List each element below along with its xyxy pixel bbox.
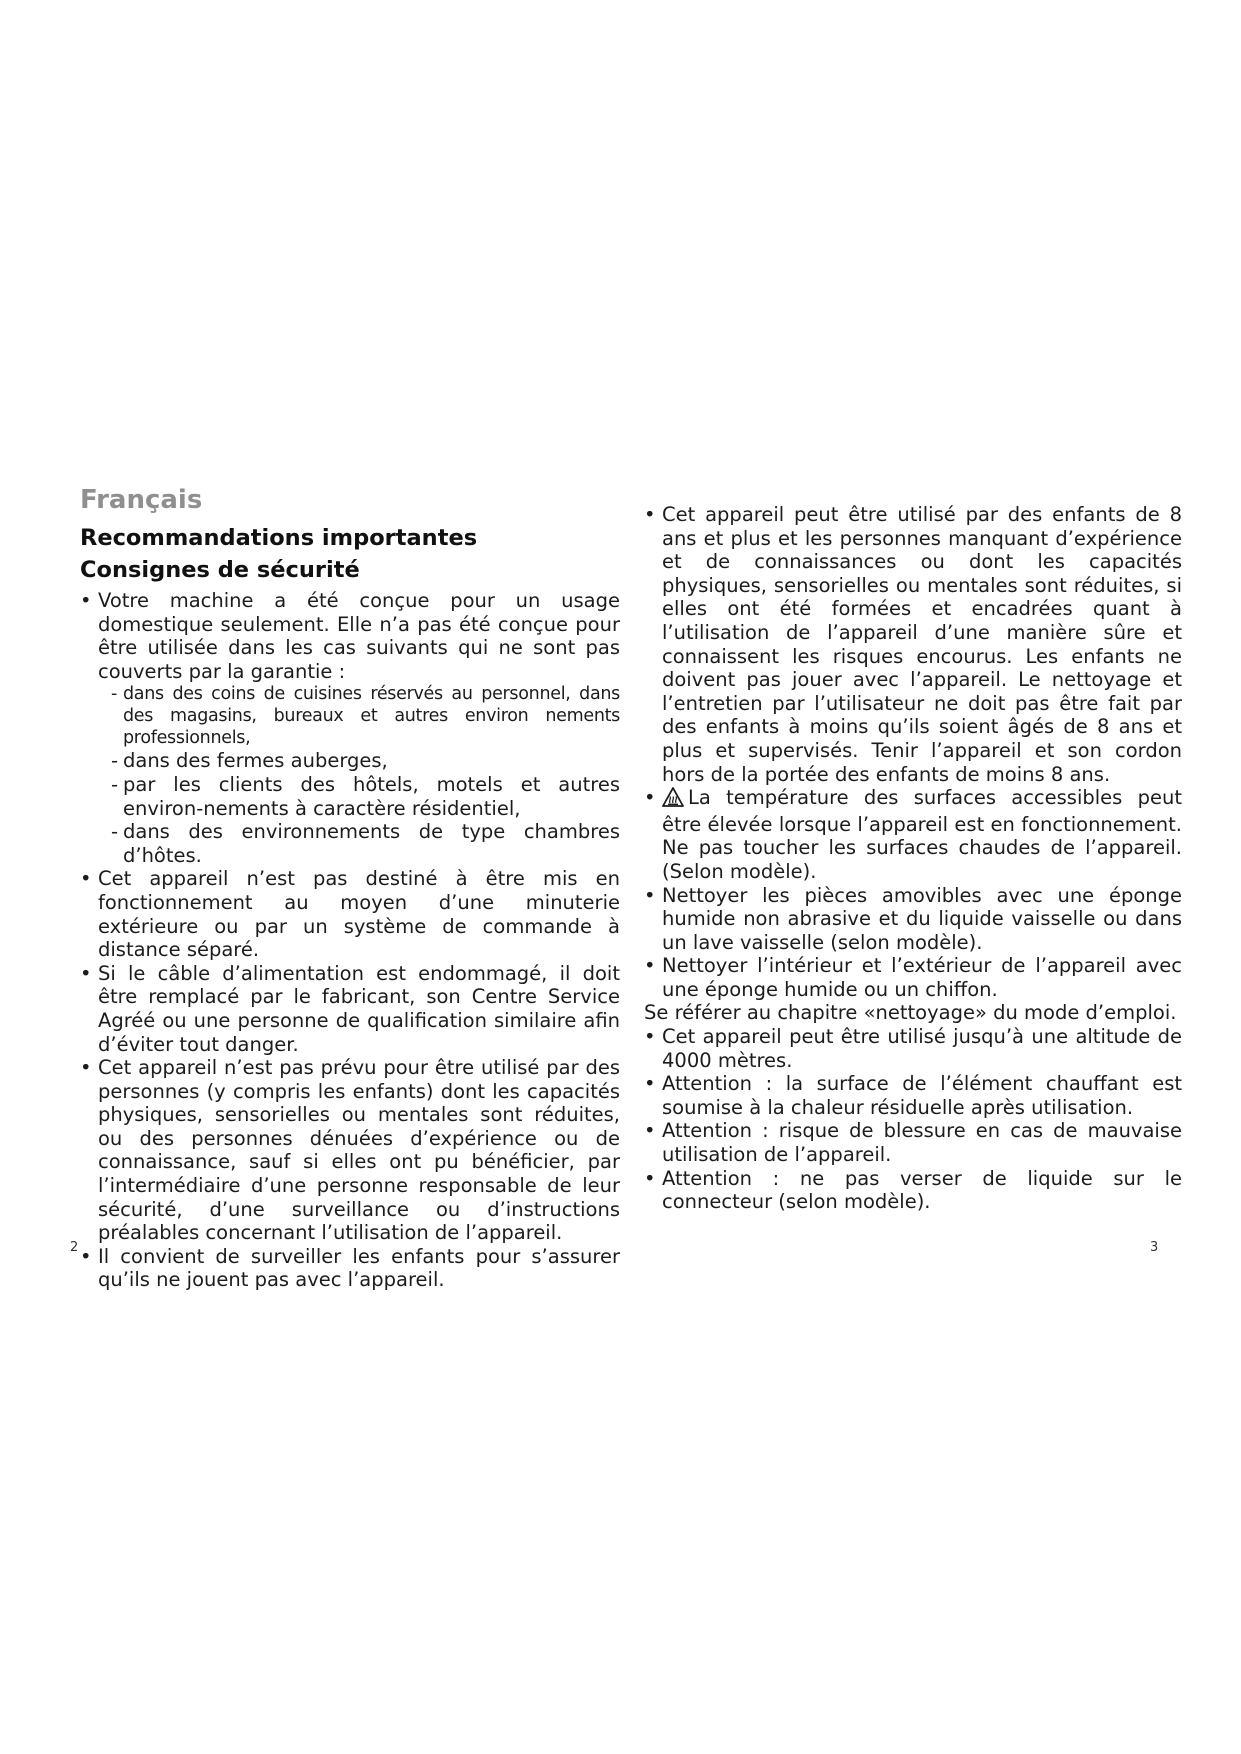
section-subheading: Consignes de sécurité [80,557,360,583]
language-title: Français [80,485,203,515]
bullet-item: • Nettoyer l’intérieur et l’extérieur de l’appareil avec une éponge humide ou un chiffon. [644,954,1182,1001]
dash-item: - dans des coins de cuisines réservés au personnel, dans des magasins, bureaux et autres environ nements professionnels, [111,683,620,749]
bullet-text: La température des surfaces accessibles peut être élevée lorsque l’appareil est en fonctionnement. Ne pas toucher les surfaces chaudes de l’appareil. (Selon modèle). [662,786,1182,883]
left-bullet-list [80,589,620,1292]
dash-item: - dans des fermes auberges, [111,749,620,773]
bullet-item: • Cet appareil peut être utilisé jusqu’à une altitude de 4000 mètres. [644,1025,1182,1072]
bullet-item: • Attention : la surface de l’élément chauffant est soumise à la chaleur résiduelle après utilisation. [644,1072,1182,1119]
bullet-item: • Cet appareil peut être utilisé par des enfants de 8 ans et plus et les personnes manquant d’expérience et de connaissances ou dont les capacités physiques, sensorielles ou mentales sont réduites, si elles ont été formées et encadrées quant à l’utilisation de l’appareil d’une manière sûre et connaissent les risques encourus. Les enfants ne doivent pas jouer avec l’appareil. Le nettoyage et l’entretien par l’utilisateur ne doit pas être fait par des enfants à moins qu’ils soient âgés de 8 ans et plus et supervisés. Tenir l’appareil et son cordon hors de la portée des enfants de moins 8 ans. [644,503,1182,786]
dash-item: - par les clients des hôtels, motels et autres environ-nements à caractère résidentiel, [111,773,620,820]
page-number-right: 3 [1150,1240,1159,1255]
left-column [80,484,620,1292]
right-column [644,503,1182,1214]
bullet-item: • Si le câble d’alimentation est endommagé, il doit être remplacé par le fabricant, son Centre Service Agréé ou une personne de qualification similaire afin d’éviter tout danger. [80,962,620,1056]
bullet-item: • Cet appareil n’est pas destiné à être mis en fonctionnement au moyen d’une minuterie extérieure ou par un système de commande à distance séparé. [80,867,620,961]
bullet-item: • Nettoyer les pièces amovibles avec une éponge humide non abrasive et du liquide vaisselle ou dans un lave vaisselle (selon modèle). [644,884,1182,955]
hot-surface-warning-icon [662,787,684,813]
bullet-item: • Attention : ne pas verser de liquide sur le connecteur (selon modèle). [644,1167,1182,1214]
bullet-domestic-use [80,589,620,867]
page-number-left: 2 [70,1240,79,1255]
right-bullet-list-2 [644,1025,1182,1214]
bullet-item: • Cet appareil n’est pas prévu pour être utilisé par des personnes (y compris les enfants) dont les capacités physiques, sensorielles ou mentales sont réduites, ou des personnes dénuées d’expérience ou de connaissance, sauf si elles ont pu bénéficier, par l’intermédiaire d’une personne responsable de leur sécurité, d’une surveillance ou d’instructions préalables concernant l’utilisation de l’appareil. [80,1056,620,1245]
exclusion-list [98,683,620,867]
dash-item: - dans des environnements de type chambres d’hôtes. [111,820,620,867]
section-heading: Recommandations importantes [80,525,478,551]
bullet-text: Votre machine a été conçue pour un usage domestique seulement. Elle n’a pas été conçue pour être utilisée dans les cas suivants qui ne sont pas couverts par la garantie : [98,589,620,683]
bullet-item: • Attention : risque de blessure en cas de mauvaise utilisation de l’appareil. [644,1119,1182,1166]
refer-note: Se référer au chapitre «nettoyage» du mode d’emploi. [644,1001,1177,1025]
right-bullet-list [644,503,1182,1001]
bullet-item: • Il convient de surveiller les enfants pour s’assurer qu’ils ne jouent pas avec l’appareil. [80,1245,620,1292]
bullet-hot-surface [644,786,1182,883]
